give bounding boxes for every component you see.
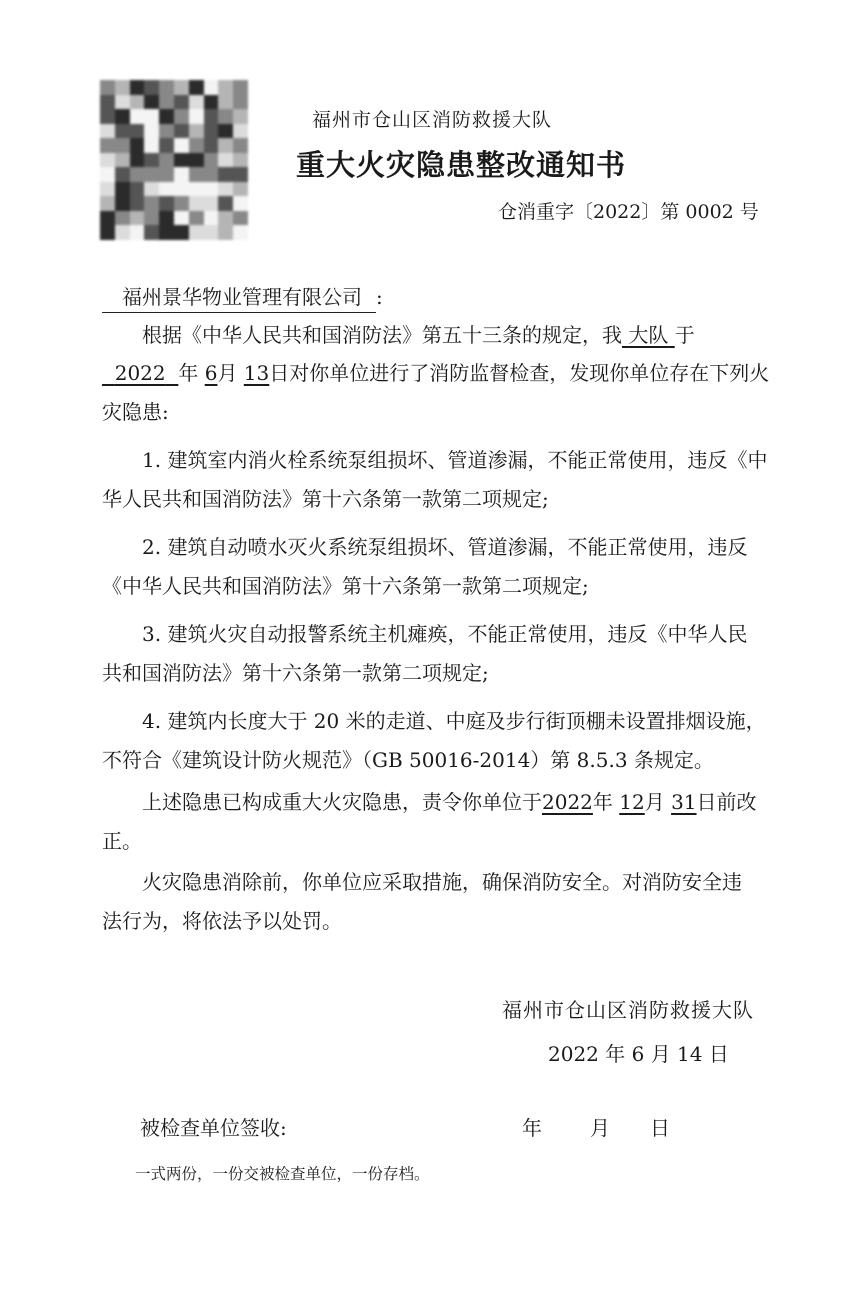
qr-pixel	[130, 153, 145, 168]
qr-pixel	[204, 138, 219, 153]
qr-pixel	[204, 196, 219, 211]
intro-line-2	[102, 363, 769, 383]
qr-pixel	[204, 211, 219, 226]
hazard-item-4-line-1: 4. 建筑内长度大于 20 米的走道、中庭及步行街顶棚未设置排烟设施，	[142, 709, 766, 733]
qr-pixel	[144, 80, 159, 95]
qr-pixel	[144, 153, 159, 168]
qr-pixel	[144, 95, 159, 110]
qr-pixel	[174, 167, 189, 182]
receipt-month: 月	[590, 1116, 610, 1140]
qr-pixel	[189, 182, 204, 197]
qr-pixel	[174, 196, 189, 211]
qr-pixel	[204, 80, 219, 95]
qr-pixel	[115, 138, 130, 153]
qr-pixel	[204, 153, 219, 168]
intro-text: 年	[178, 361, 199, 385]
intro-text: 月	[217, 361, 238, 385]
qr-pixel	[130, 211, 145, 226]
qr-pixel	[174, 138, 189, 153]
addressee-name: 福州景华物业管理有限公司	[102, 281, 376, 313]
qr-pixel	[233, 124, 248, 139]
inspection-year	[102, 361, 178, 385]
hazard-item-3-line-1: 3. 建筑火灾自动报警系统主机瘫痪，不能正常使用，违反《中华人民	[142, 622, 748, 646]
signature-date: 2022 年 6 月 14 日	[548, 1042, 729, 1066]
hazard-item-4-line-2: 不符合《建筑设计防火规范》（GB 50016-2014）第 8.5.3 条规定。	[102, 748, 714, 772]
qr-pixel	[174, 124, 189, 139]
qr-pixel	[159, 196, 174, 211]
qr-pixel	[159, 138, 174, 153]
qr-pixel	[159, 124, 174, 139]
qr-pixel	[100, 109, 115, 124]
deadline-line-2: 正。	[102, 829, 142, 853]
qr-pixel	[144, 225, 159, 240]
hazard-item-3-line-2: 共和国消防法》第十六条第一款第二项规定;	[102, 661, 489, 685]
qr-pixel	[115, 225, 130, 240]
qr-pixel	[100, 80, 115, 95]
qr-pixel	[130, 138, 145, 153]
receipt-label: 被检查单位签收:	[140, 1116, 287, 1140]
qr-pixel	[174, 182, 189, 197]
qr-pixel	[100, 196, 115, 211]
qr-pixel	[189, 80, 204, 95]
qr-pixel	[233, 95, 248, 110]
qr-pixel	[218, 182, 233, 197]
qr-pixel	[159, 153, 174, 168]
deadline-year: 2022	[542, 790, 593, 814]
qr-pixel	[233, 211, 248, 226]
qr-pixel	[233, 153, 248, 168]
qr-pixel	[130, 80, 145, 95]
qr-pixel	[218, 95, 233, 110]
hazard-item-2-line-1: 2. 建筑自动喷水灭火系统泵组损坏、管道渗漏，不能正常使用，违反	[142, 535, 748, 559]
qr-pixel	[144, 182, 159, 197]
inspection-year-text: 2022	[114, 361, 166, 385]
qr-pixel	[144, 138, 159, 153]
qr-pixel	[100, 182, 115, 197]
qr-pixel	[204, 182, 219, 197]
receipt-year: 年	[522, 1116, 542, 1140]
qr-pixel	[189, 225, 204, 240]
qr-pixel	[130, 109, 145, 124]
qr-pixel	[115, 167, 130, 182]
qr-pixel	[204, 95, 219, 110]
qr-pixel	[189, 211, 204, 226]
qr-pixel	[100, 95, 115, 110]
qr-pixel	[144, 196, 159, 211]
qr-pixel	[115, 153, 130, 168]
qr-pixel	[100, 138, 115, 153]
qr-code	[100, 80, 248, 240]
document-number: 仓消重字〔2022〕第 0002 号	[498, 201, 759, 223]
deadline-text: 年	[592, 790, 613, 814]
addressee	[102, 281, 383, 313]
issuing-agency: 福州市仓山区消防救援大队	[312, 109, 553, 131]
qr-pixel	[115, 182, 130, 197]
qr-pixel	[115, 196, 130, 211]
intro-text: 日对你单位进行了消防监督检查，发现你单位存在下列火	[269, 361, 770, 385]
qr-pixel	[218, 124, 233, 139]
qr-pixel	[100, 211, 115, 226]
qr-pixel	[233, 225, 248, 240]
qr-pixel	[144, 167, 159, 182]
qr-pixel	[218, 211, 233, 226]
qr-pixel	[130, 124, 145, 139]
qr-pixel	[115, 95, 130, 110]
qr-pixel	[233, 109, 248, 124]
qr-pixel	[204, 124, 219, 139]
qr-pixel	[189, 167, 204, 182]
qr-pixel	[218, 225, 233, 240]
qr-pixel	[218, 196, 233, 211]
warning-line-2: 法行为，将依法予以处罚。	[102, 909, 342, 933]
qr-pixel	[130, 225, 145, 240]
qr-pixel	[189, 153, 204, 168]
qr-pixel	[233, 138, 248, 153]
inspecting-unit	[622, 323, 675, 347]
qr-pixel	[130, 167, 145, 182]
qr-pixel	[100, 167, 115, 182]
qr-pixel	[159, 80, 174, 95]
intro-text: 根据《中华人民共和国消防法》第五十三条的规定，我	[142, 323, 622, 347]
inspection-day: 13	[243, 361, 270, 385]
qr-pixel	[218, 138, 233, 153]
qr-pixel	[174, 109, 189, 124]
qr-pixel	[218, 80, 233, 95]
qr-pixel	[100, 225, 115, 240]
qr-pixel	[130, 182, 145, 197]
receipt-day: 日	[650, 1116, 670, 1140]
qr-pixel	[174, 211, 189, 226]
warning-line-1: 火灾隐患消除前，你单位应采取措施，确保消防安全。对消防安全违	[142, 870, 742, 894]
hazard-item-1-line-2: 华人民共和国消防法》第十六条第一款第二项规定;	[102, 487, 549, 511]
qr-pixel	[233, 80, 248, 95]
qr-pixel	[218, 109, 233, 124]
qr-pixel	[144, 124, 159, 139]
qr-pixel	[144, 109, 159, 124]
qr-pixel	[115, 80, 130, 95]
qr-pixel	[204, 167, 219, 182]
qr-pixel	[100, 153, 115, 168]
hazard-item-2-line-2: 《中华人民共和国消防法》第十六条第一款第二项规定;	[102, 574, 589, 598]
document-title: 重大火灾隐患整改通知书	[296, 148, 627, 182]
qr-pixel	[100, 124, 115, 139]
qr-pixel	[204, 225, 219, 240]
deadline-text: 日前改	[696, 790, 757, 814]
qr-pixel	[189, 196, 204, 211]
qr-pixel	[144, 211, 159, 226]
qr-pixel	[130, 95, 145, 110]
inspection-month: 6	[204, 361, 218, 385]
addressee-colon: :	[376, 285, 383, 309]
qr-pixel	[204, 109, 219, 124]
qr-pixel	[233, 182, 248, 197]
qr-pixel	[189, 138, 204, 153]
qr-pixel	[159, 109, 174, 124]
hazard-item-1-line-1: 1. 建筑室内消火栓系统泵组损坏、管道渗漏，不能正常使用，违反《中	[142, 448, 768, 472]
qr-pixel	[174, 80, 189, 95]
qr-pixel	[218, 153, 233, 168]
qr-pixel	[174, 153, 189, 168]
deadline-text: 上述隐患已构成重大火灾隐患，责令你单位于	[142, 790, 542, 814]
qr-pixel	[233, 167, 248, 182]
deadline-day: 31	[671, 790, 697, 814]
qr-pixel	[233, 196, 248, 211]
qr-pixel	[174, 95, 189, 110]
qr-pixel	[189, 95, 204, 110]
footnote: 一式两份，一份交被检查单位，一份存档。	[135, 1165, 430, 1183]
qr-pixel	[174, 225, 189, 240]
qr-pixel	[159, 167, 174, 182]
deadline-line-1	[142, 792, 757, 812]
qr-pixel	[189, 109, 204, 124]
signature-agency: 福州市仓山区消防救援大队	[502, 998, 754, 1022]
qr-pixel	[115, 124, 130, 139]
qr-pixel	[218, 167, 233, 182]
qr-pixel	[115, 211, 130, 226]
inspecting-unit-text: 大队	[628, 323, 669, 347]
qr-pixel	[130, 196, 145, 211]
intro-text: 于	[674, 323, 695, 347]
deadline-text: 月	[644, 790, 665, 814]
qr-pixel	[159, 225, 174, 240]
deadline-month: 12	[619, 790, 645, 814]
qr-pixel	[159, 182, 174, 197]
qr-pixel	[115, 109, 130, 124]
qr-pixel	[159, 211, 174, 226]
intro-line-3: 灾隐患:	[102, 400, 169, 424]
qr-pixel	[159, 95, 174, 110]
qr-pixel	[189, 124, 204, 139]
intro-line-1	[142, 325, 695, 345]
